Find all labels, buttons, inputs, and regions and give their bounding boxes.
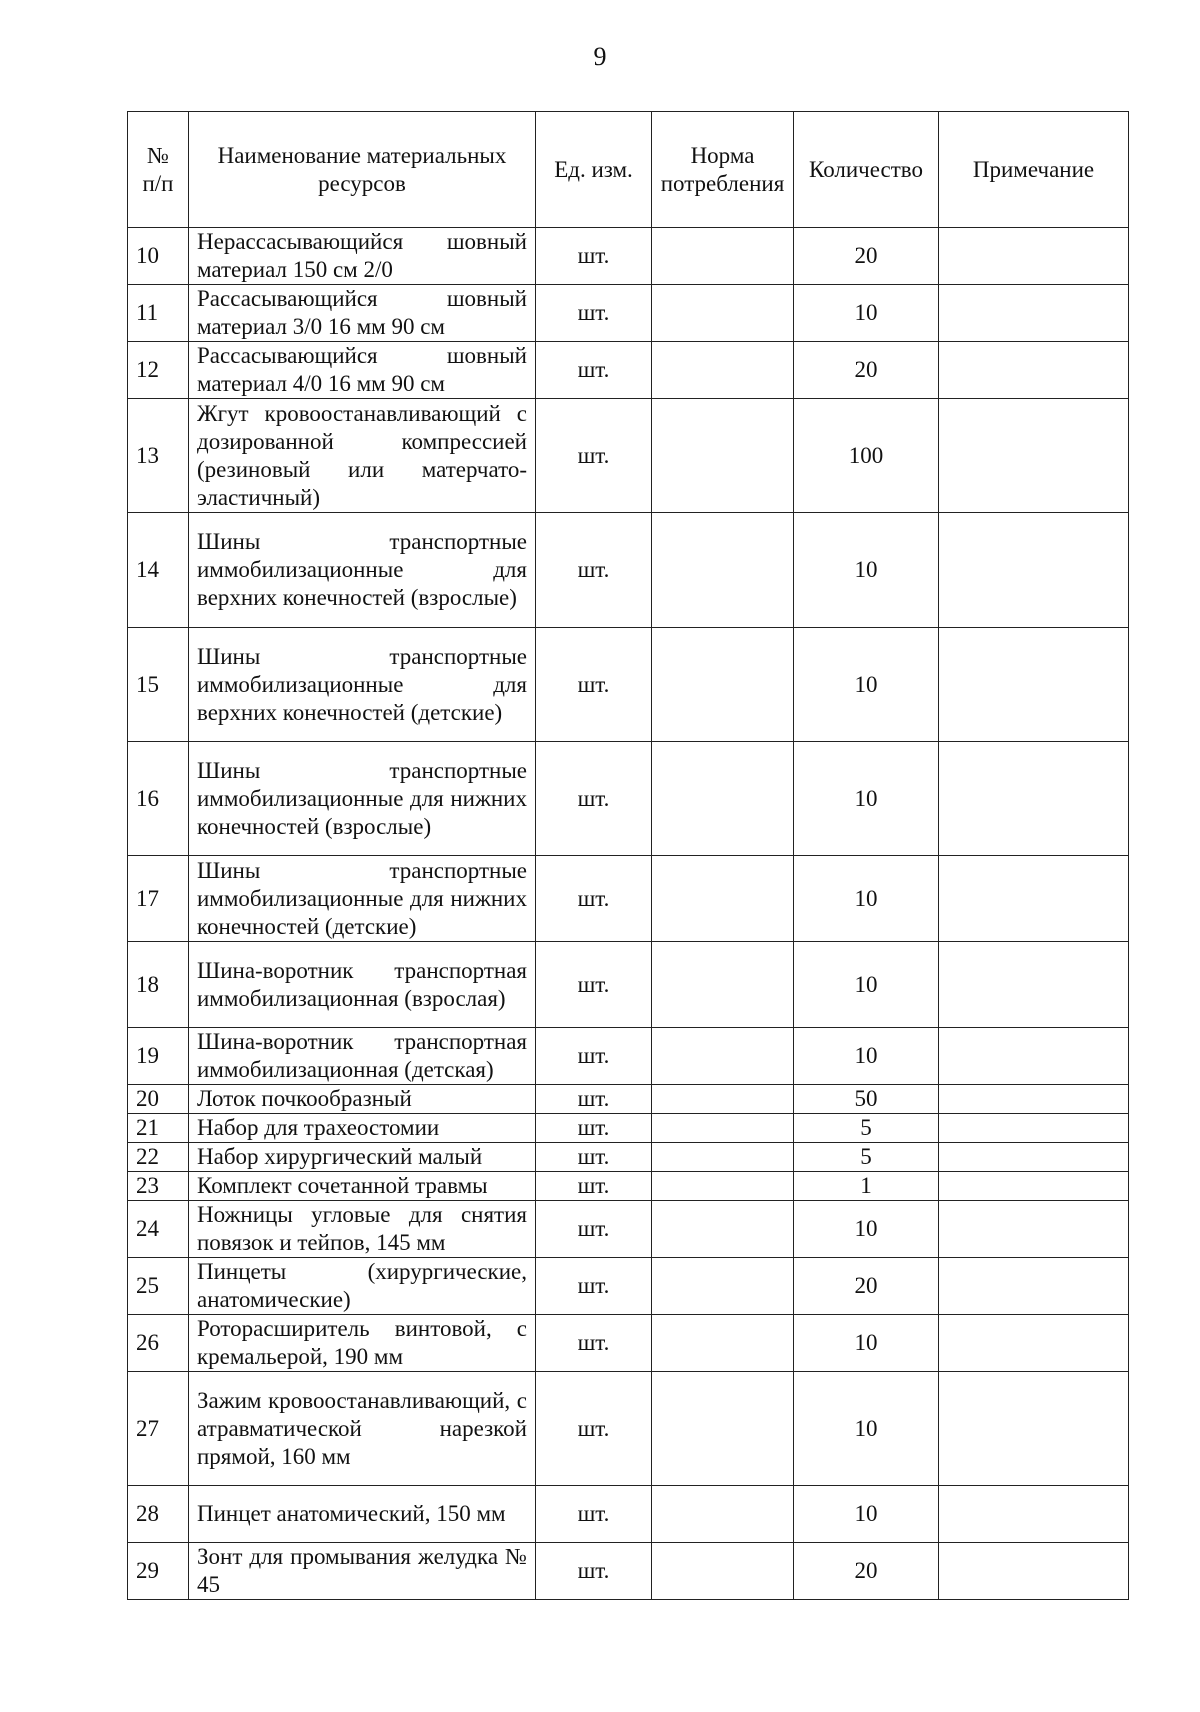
unit-cell: шт. xyxy=(536,1372,652,1486)
item-name: Зонт для промывания желудка № 45 xyxy=(189,1543,536,1600)
item-name: Роторасширитель винтовой, с кремальерой, 190 мм xyxy=(189,1315,536,1372)
norm-cell xyxy=(652,1114,794,1143)
item-name: Жгут кровоостанавливающий с дозированной компрессией (резиновый или матерчато-эластичный) xyxy=(189,399,536,513)
note-cell xyxy=(939,228,1129,285)
item-name: Шина-воротник транспортная иммобилизационная (взрослая) xyxy=(189,942,536,1028)
quantity-cell: 5 xyxy=(794,1114,939,1143)
item-name: Ножницы угловые для снятия повязок и тейпов, 145 мм xyxy=(189,1201,536,1258)
note-cell xyxy=(939,1114,1129,1143)
norm-cell xyxy=(652,1258,794,1315)
unit-cell: шт. xyxy=(536,513,652,628)
header-qty: Количество xyxy=(794,112,939,228)
unit-cell: шт. xyxy=(536,856,652,942)
header-note: Примечание xyxy=(939,112,1129,228)
note-cell xyxy=(939,1315,1129,1372)
unit-cell: шт. xyxy=(536,1114,652,1143)
note-cell xyxy=(939,285,1129,342)
header-name: Наименование материальных ресурсов xyxy=(189,112,536,228)
table-row xyxy=(128,513,1129,628)
note-cell xyxy=(939,856,1129,942)
item-name: Комплект сочетанной травмы xyxy=(189,1172,536,1201)
header-unit: Ед. изм. xyxy=(536,112,652,228)
row-number: 14 xyxy=(128,513,189,628)
quantity-cell: 10 xyxy=(794,942,939,1028)
table-row xyxy=(128,1028,1129,1085)
norm-cell xyxy=(652,399,794,513)
row-number: 12 xyxy=(128,342,189,399)
note-cell xyxy=(939,1201,1129,1258)
note-cell xyxy=(939,628,1129,742)
unit-cell: шт. xyxy=(536,1315,652,1372)
row-number: 17 xyxy=(128,856,189,942)
unit-cell: шт. xyxy=(536,628,652,742)
table-row xyxy=(128,856,1129,942)
quantity-cell: 10 xyxy=(794,1028,939,1085)
item-name: Рассасывающийся шовный материал 3/0 16 мм 90 см xyxy=(189,285,536,342)
norm-cell xyxy=(652,1028,794,1085)
table-row xyxy=(128,1258,1129,1315)
table-row xyxy=(128,1315,1129,1372)
item-name: Набор для трахеостомии xyxy=(189,1114,536,1143)
note-cell xyxy=(939,342,1129,399)
note-cell xyxy=(939,1486,1129,1543)
table-row xyxy=(128,1372,1129,1486)
unit-cell: шт. xyxy=(536,399,652,513)
row-number: 29 xyxy=(128,1543,189,1600)
unit-cell: шт. xyxy=(536,742,652,856)
row-number: 23 xyxy=(128,1172,189,1201)
item-name: Рассасывающийся шовный материал 4/0 16 мм 90 см xyxy=(189,342,536,399)
item-name: Шины транспортные иммобилизационные для нижних конечностей (взрослые) xyxy=(189,742,536,856)
unit-cell: шт. xyxy=(536,1543,652,1600)
table-row xyxy=(128,399,1129,513)
table-row xyxy=(128,628,1129,742)
note-cell xyxy=(939,1028,1129,1085)
table-row xyxy=(128,942,1129,1028)
unit-cell: шт. xyxy=(536,942,652,1028)
unit-cell: шт. xyxy=(536,1085,652,1114)
material-resources-table xyxy=(127,111,1129,1600)
note-cell xyxy=(939,399,1129,513)
quantity-cell: 5 xyxy=(794,1143,939,1172)
quantity-cell: 10 xyxy=(794,1201,939,1258)
row-number: 15 xyxy=(128,628,189,742)
note-cell xyxy=(939,513,1129,628)
row-number: 16 xyxy=(128,742,189,856)
quantity-cell: 10 xyxy=(794,628,939,742)
quantity-cell: 20 xyxy=(794,342,939,399)
norm-cell xyxy=(652,1315,794,1372)
quantity-cell: 10 xyxy=(794,513,939,628)
item-name: Пинцеты (хирургические, анатомические) xyxy=(189,1258,536,1315)
item-name: Нерассасывающийся шовный материал 150 см 2/0 xyxy=(189,228,536,285)
row-number: 24 xyxy=(128,1201,189,1258)
table-row xyxy=(128,742,1129,856)
item-name: Шины транспортные иммобилизационные для верхних конечностей (взрослые) xyxy=(189,513,536,628)
header-norm: Норма потребления xyxy=(652,112,794,228)
note-cell xyxy=(939,1085,1129,1114)
row-number: 19 xyxy=(128,1028,189,1085)
row-number: 13 xyxy=(128,399,189,513)
quantity-cell: 100 xyxy=(794,399,939,513)
unit-cell: шт. xyxy=(536,1143,652,1172)
quantity-cell: 10 xyxy=(794,285,939,342)
row-number: 11 xyxy=(128,285,189,342)
note-cell xyxy=(939,742,1129,856)
unit-cell: шт. xyxy=(536,228,652,285)
note-cell xyxy=(939,1258,1129,1315)
norm-cell xyxy=(652,1372,794,1486)
row-number: 21 xyxy=(128,1114,189,1143)
page-number: 9 xyxy=(593,42,607,71)
item-name: Шины транспортные иммобилизационные для нижних конечностей (детские) xyxy=(189,856,536,942)
quantity-cell: 10 xyxy=(794,1486,939,1543)
norm-cell xyxy=(652,228,794,285)
note-cell xyxy=(939,1143,1129,1172)
unit-cell: шт. xyxy=(536,1028,652,1085)
note-cell xyxy=(939,942,1129,1028)
item-name: Зажим кровоостанавливающий, с атравматической нарезкой прямой, 160 мм xyxy=(189,1372,536,1486)
note-cell xyxy=(939,1543,1129,1600)
row-number: 22 xyxy=(128,1143,189,1172)
norm-cell xyxy=(652,942,794,1028)
quantity-cell: 20 xyxy=(794,1258,939,1315)
table-row xyxy=(128,1172,1129,1201)
table-row xyxy=(128,1486,1129,1543)
quantity-cell: 10 xyxy=(794,1372,939,1486)
row-number: 26 xyxy=(128,1315,189,1372)
norm-cell xyxy=(652,1172,794,1201)
norm-cell xyxy=(652,1085,794,1114)
table-header-row xyxy=(128,112,1129,228)
row-number: 25 xyxy=(128,1258,189,1315)
quantity-cell: 50 xyxy=(794,1085,939,1114)
note-cell xyxy=(939,1172,1129,1201)
unit-cell: шт. xyxy=(536,1258,652,1315)
row-number: 18 xyxy=(128,942,189,1028)
table-row xyxy=(128,228,1129,285)
unit-cell: шт. xyxy=(536,285,652,342)
quantity-cell: 1 xyxy=(794,1172,939,1201)
table-row xyxy=(128,1543,1129,1600)
norm-cell xyxy=(652,1143,794,1172)
quantity-cell: 20 xyxy=(794,1543,939,1600)
table-row xyxy=(128,1085,1129,1114)
note-cell xyxy=(939,1372,1129,1486)
norm-cell xyxy=(652,628,794,742)
quantity-cell: 10 xyxy=(794,742,939,856)
table-row xyxy=(128,342,1129,399)
norm-cell xyxy=(652,1486,794,1543)
item-name: Пинцет анатомический, 150 мм xyxy=(189,1486,536,1543)
unit-cell: шт. xyxy=(536,1486,652,1543)
norm-cell xyxy=(652,513,794,628)
row-number: 28 xyxy=(128,1486,189,1543)
item-name: Набор хирургический малый xyxy=(189,1143,536,1172)
header-num: № п/п xyxy=(128,112,189,228)
unit-cell: шт. xyxy=(536,1201,652,1258)
item-name: Лоток почкообразный xyxy=(189,1085,536,1114)
quantity-cell: 20 xyxy=(794,228,939,285)
quantity-cell: 10 xyxy=(794,856,939,942)
row-number: 10 xyxy=(128,228,189,285)
item-name: Шины транспортные иммобилизационные для верхних конечностей (детские) xyxy=(189,628,536,742)
row-number: 20 xyxy=(128,1085,189,1114)
table-row xyxy=(128,1201,1129,1258)
unit-cell: шт. xyxy=(536,1172,652,1201)
norm-cell xyxy=(652,856,794,942)
quantity-cell: 10 xyxy=(794,1315,939,1372)
norm-cell xyxy=(652,285,794,342)
norm-cell xyxy=(652,342,794,399)
norm-cell xyxy=(652,742,794,856)
norm-cell xyxy=(652,1543,794,1600)
unit-cell: шт. xyxy=(536,342,652,399)
norm-cell xyxy=(652,1201,794,1258)
table-row xyxy=(128,285,1129,342)
table-row xyxy=(128,1114,1129,1143)
table-body xyxy=(128,228,1129,1600)
item-name: Шина-воротник транспортная иммобилизационная (детская) xyxy=(189,1028,536,1085)
table-row xyxy=(128,1143,1129,1172)
row-number: 27 xyxy=(128,1372,189,1486)
